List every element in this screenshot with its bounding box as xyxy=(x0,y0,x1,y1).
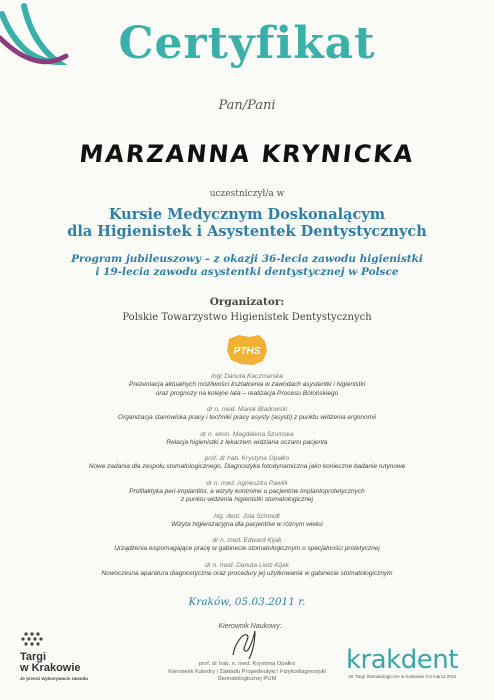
speaker-item xyxy=(0,454,494,472)
speakers-list xyxy=(0,372,494,585)
speaker-item xyxy=(0,536,494,554)
speaker-item xyxy=(0,372,494,398)
targi-dots-icon xyxy=(20,632,44,648)
speaker-name: dr n. ekon. Magdalena Szumska xyxy=(200,430,294,438)
speaker-name: hig. dent. Jola Schmidt xyxy=(214,512,280,520)
speaker-name: prof. dr hab. Krystyna Opałko xyxy=(204,455,290,462)
signatory-block xyxy=(150,661,344,684)
organizer-label: Organizator: xyxy=(209,296,285,308)
program-description xyxy=(0,253,494,279)
speaker-name: dr n. med. Danuta Lietz-Kijak xyxy=(205,561,289,569)
speaker-topic: Relacja higienistki z lekarzem widziana oczami pacjenta xyxy=(166,438,328,446)
program-line2: i 19-lecia zawodu asystentki dentystycznej w Polsce xyxy=(95,266,399,278)
speaker-topic: Prezentacja aktualnych możliwości kształcenia w zawodach asystentki i higienistki xyxy=(128,381,366,388)
signatory-title-2: Stomatologicznej PUM xyxy=(217,676,277,682)
course-title xyxy=(0,206,494,240)
ptms-logo-text: PTHS xyxy=(233,346,261,357)
speaker-item xyxy=(0,479,494,505)
speaker-name: dr n. med. Edward Kijak xyxy=(212,537,282,544)
targi-logo xyxy=(20,632,110,681)
speaker-topic: Organizacja stanowiska pracy i techniki pracy asysty (asysti) z punktu widzenia ergonomii xyxy=(118,414,376,421)
organizer-name: Polskie Towarzystwo Higienistek Dentystycznych xyxy=(122,312,372,323)
place-date: Kraków, 05.03.2011 r. xyxy=(188,596,306,608)
salutation: Pan/Pani xyxy=(218,98,276,113)
course-title-line2: dla Higienistek i Asystentek Dentystycznych xyxy=(67,223,427,240)
program-line1: Program jubileuszowy – z okazji 36-lecia zawodu higienistki xyxy=(71,253,423,265)
speaker-topic: Wizyta higienizacyjna dla pacjentów w różnym wieku xyxy=(171,520,323,528)
speaker-name: dr n. med. Marek Bladowski xyxy=(206,406,288,413)
speaker-name: mgr Danuta Kaczmarska xyxy=(211,373,283,380)
speaker-topic: Nowoczesna aparatura diagnostyczne oraz procedury jej użytkowania w gabinecie stomatologicznym xyxy=(101,569,393,577)
ptms-logo xyxy=(225,333,269,367)
signature xyxy=(225,625,269,661)
speaker-topic: z punktu widzenia higienistki stomatologicznej xyxy=(180,496,314,503)
course-title-line1: Kursie Medycznym Doskonalącym xyxy=(108,206,386,223)
kierownik-label: Kierownik Naukowy: xyxy=(218,623,282,630)
krakdent-name: krakdent xyxy=(346,645,458,675)
speaker-topic: oraz prognozy na kolejne lata – realizacja Procesu Bolońskiego xyxy=(155,389,339,397)
speaker-topic: Profilaktyka peri-implantitis, a wizyty kontrolne u pacjentów implantoprotetycznych xyxy=(129,487,365,495)
speaker-item xyxy=(0,430,494,448)
targi-name-line1: Targi xyxy=(20,651,47,663)
speaker-item xyxy=(0,405,494,423)
signatory-title-1: Kierownik Katedry i Zakładu Propedeutyki i Fizykodiagnostyki xyxy=(168,668,326,675)
certificate-title: Certyfikat xyxy=(118,18,376,69)
participation-text: uczestniczył/a w xyxy=(209,189,285,199)
targi-tagline: Je przesz wykonywacie zawodu xyxy=(20,676,89,681)
krakdent-logo xyxy=(346,646,486,679)
krakdent-subtitle: 19. Targi Stomatologiczne w Krakowie 3-5 marca 2011 xyxy=(348,674,457,679)
speaker-item xyxy=(0,512,494,530)
targi-name-line2: w Krakowie xyxy=(20,662,81,674)
speaker-topic: Urządzenia wspomagające pracę w gabinecie stomatologicznym o specjalności protetycznej xyxy=(114,545,380,552)
speaker-item xyxy=(0,561,494,579)
recipient-name: MARZANNA KRYNICKA xyxy=(78,140,416,168)
signatory-name: prof. dr hab. n. med. Krystyna Opałko xyxy=(198,661,296,667)
speaker-topic: Nowe zadania dla zespołu stomatologicznego. Diagnostyka fotodynamiczna jako konieczne badanie rutynowe xyxy=(88,463,406,470)
speaker-name: dr n. med. Agnieszka Pawlik xyxy=(206,479,288,487)
